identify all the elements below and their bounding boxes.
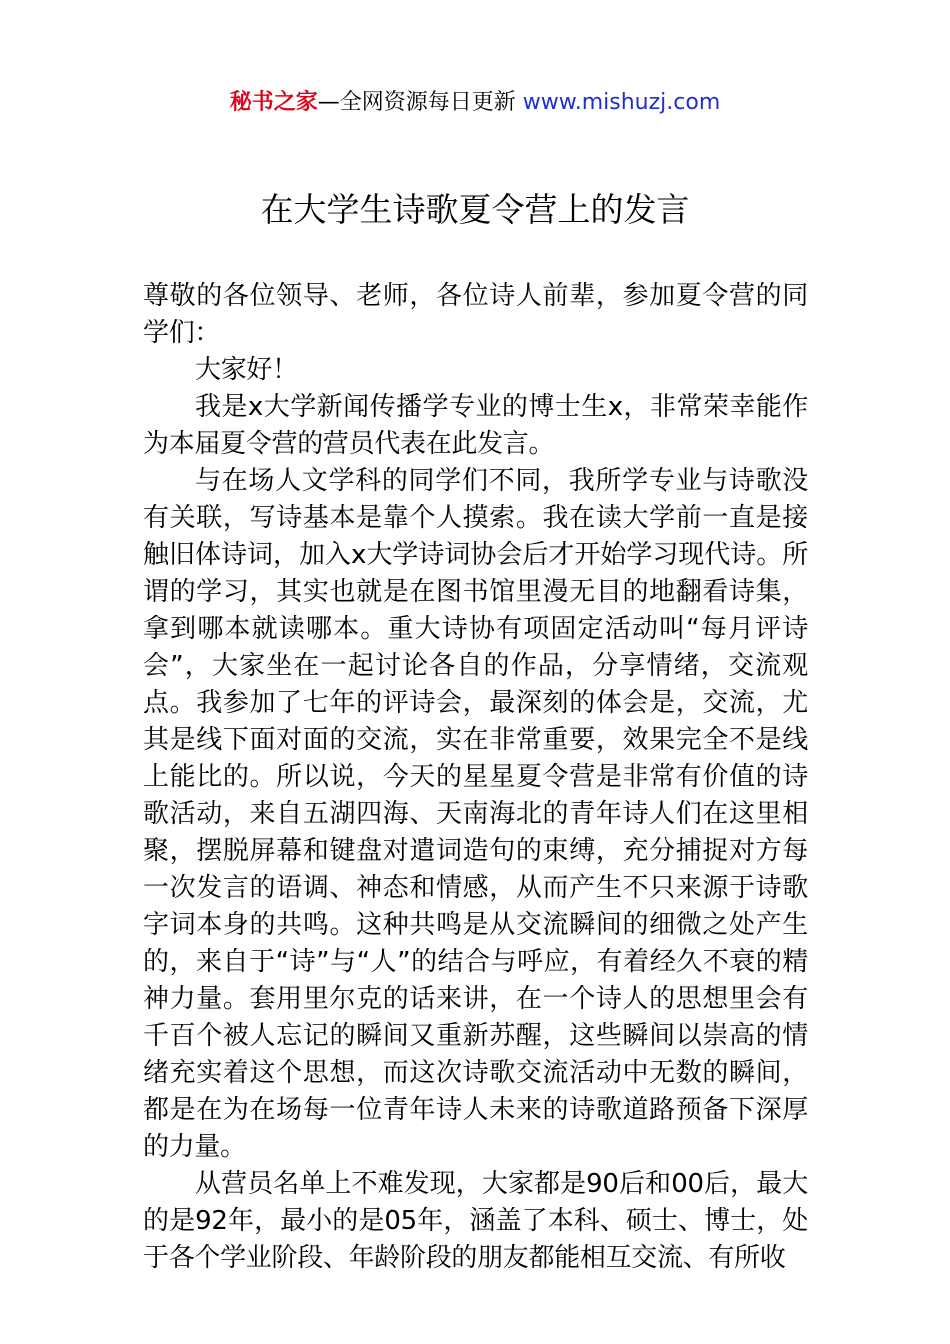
- site-tagline: —全网资源每日更新: [317, 90, 516, 115]
- paragraph-experience: 与在场人文学科的同学们不同，我所学专业与诗歌没有关联，写诗基本是靠个人摸索。我在读大学前一直是接触旧体诗词，加入x大学诗词协会后才开始学习现代诗。所谓的学习，其实也就是在图书馆里漫无目的地翻看诗集，拿到哪本就读哪本。重大诗协有项固定活动叫“每月评诗会”，大家坐在一起讨论各自的作品，分享情绪，交流观点。我参加了七年的评诗会，最深刻的体会是，交流，尤其是线下面对面的交流，实在非常重要，效果完全不是线上能比的。所以说，今天的星星夏令营是非常有价值的诗歌活动，来自五湖四海、天南海北的青年诗人们在这里相聚，摆脱屏幕和键盘对遣词造句的束缚，充分捕捉对方每一次发言的语调、神态和情感，从而产生不只来源于诗歌字词本身的共鸣。这种共鸣是从交流瞬间的细微之处产生的，来自于“诗”与“人”的结合与呼应，有着经久不衰的精神力量。套用里尔克的话来讲，在一个诗人的思想里会有千百个被人忘记的瞬间又重新苏醒，这些瞬间以崇高的情绪充实着这个思想，而这次诗歌交流活动中无数的瞬间，都是在为在场每一位青年诗人未来的诗歌道路预备下深厚的力量。: [143, 466, 808, 1162]
- site-banner: [0, 88, 950, 118]
- paragraph-participants: 从营员名单上不难发现，大家都是90后和00后，最大的是92年，最小的是05年，涵盖了本科、硕士、博士，处于各个学业阶段、年龄阶段的朋友都能相互交流、有所收: [143, 1169, 808, 1273]
- document-body: [143, 278, 808, 1277]
- document-title: 在大学生诗歌夏令营上的发言: [260, 190, 690, 229]
- salutation: 尊敬的各位领导、老师，各位诗人前辈，参加夏令营的同学们：: [143, 281, 808, 348]
- greeting: 大家好！: [195, 355, 298, 385]
- site-brand: 秘书之家: [229, 90, 318, 115]
- paragraph-intro: 我是x大学新闻传播学专业的博士生x，非常荣幸能作为本届夏令营的营员代表在此发言。: [143, 392, 808, 459]
- site-url-link[interactable]: www.mishuzj.com: [522, 90, 721, 115]
